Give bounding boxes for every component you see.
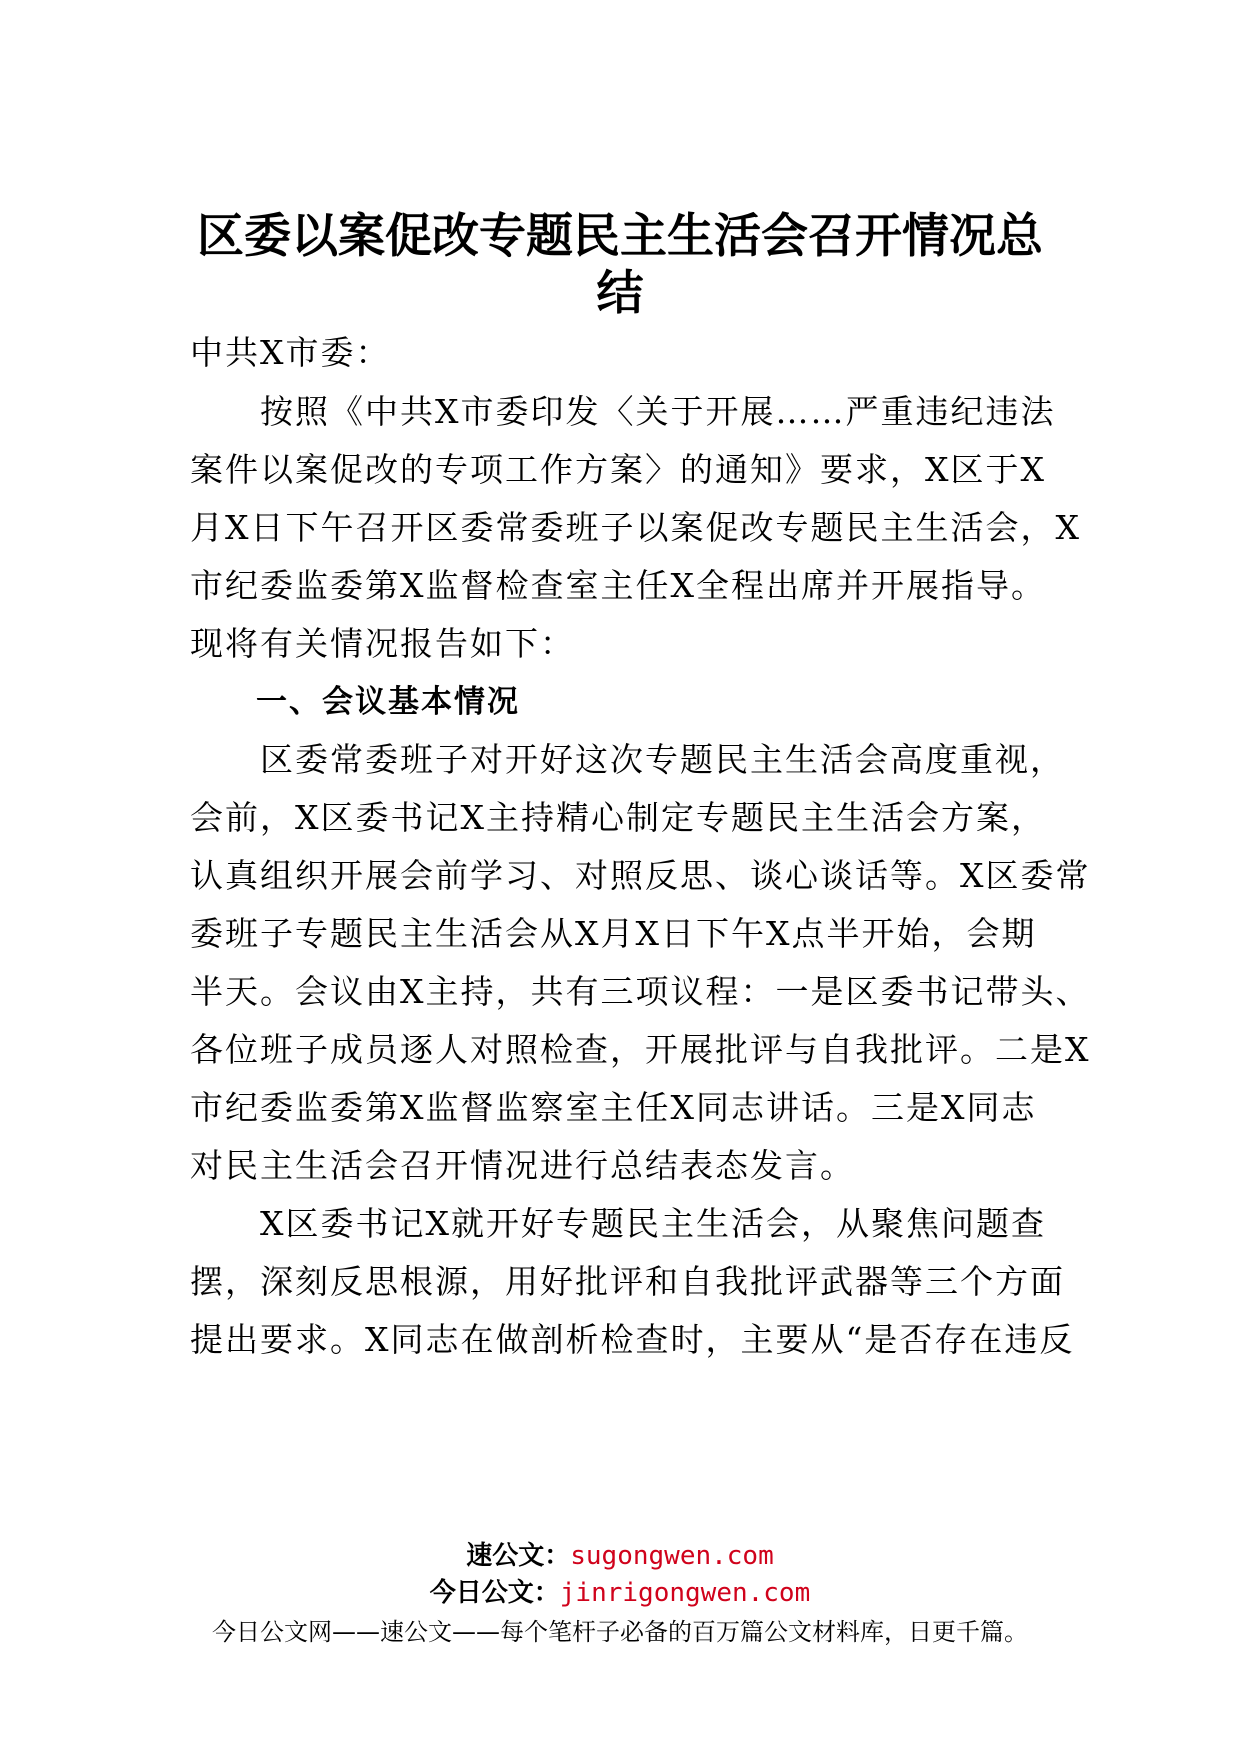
- footer-sugongwen: [0, 1540, 1240, 1572]
- body-line: 会前，X区委书记X主持精心制定专题民主生活会方案，: [190, 798, 1046, 837]
- footer-jinrigongwen: [0, 1577, 1240, 1609]
- body-line: 市纪委监委第X监督检查室主任X全程出席并开展指导。: [190, 566, 1046, 605]
- footer-link-sugongwen[interactable]: sugongwen.com: [570, 1541, 774, 1571]
- body-line: 区委常委班子对开好这次专题民主生活会高度重视，: [190, 740, 1065, 779]
- body-line: X区委书记X就开好专题民主生活会，从聚焦问题查: [190, 1204, 1046, 1243]
- footer-tagline: 今日公文网——速公文——每个笔杆子必备的百万篇公文材料库，日更千篇。: [212, 1618, 1028, 1646]
- body-line: 提出要求。X同志在做剖析检查时，主要从“是否存在违反: [190, 1320, 1075, 1359]
- body-line: 半天。会议由X主持，共有三项议程：一是区委书记带头、: [190, 972, 1091, 1011]
- document-title-line-1: 区委以案促改专题民主生活会召开情况总: [197, 209, 1043, 264]
- body-line: 对民主生活会召开情况进行总结表态发言。: [190, 1146, 855, 1185]
- body-line: 案件以案促改的专项工作方案〉的通知》要求，X区于X: [190, 450, 1046, 489]
- body-line: 委班子专题民主生活会从X月X日下午X点半开始，会期: [190, 914, 1037, 953]
- footer-link-jinrigongwen[interactable]: jinrigongwen.com: [559, 1578, 811, 1608]
- footer-label-1: 速公文：: [466, 1541, 571, 1571]
- body-line: 摆，深刻反思根源，用好批评和自我批评武器等三个方面: [190, 1262, 1065, 1301]
- document-title-line-2: 结: [596, 266, 644, 321]
- salutation: 中共X市委：: [190, 333, 391, 372]
- footer-label-2: 今日公文：: [429, 1578, 560, 1608]
- section-heading: 一、会议基本情况: [190, 684, 520, 720]
- body-line: 按照《中共X市委印发〈关于开展……严重违纪违法: [190, 392, 1056, 431]
- body-line: 市纪委监委第X监督监察室主任X同志讲话。三是X同志: [190, 1088, 1037, 1127]
- body-line: 月X日下午召开区委常委班子以案促改专题民主生活会，X: [190, 508, 1081, 547]
- body-line: 现将有关情况报告如下：: [190, 624, 575, 663]
- body-line: 各位班子成员逐人对照检查，开展批评与自我批评。二是X: [190, 1030, 1091, 1069]
- body-line: 认真组织开展会前学习、对照反思、谈心谈话等。X区委常: [190, 856, 1091, 895]
